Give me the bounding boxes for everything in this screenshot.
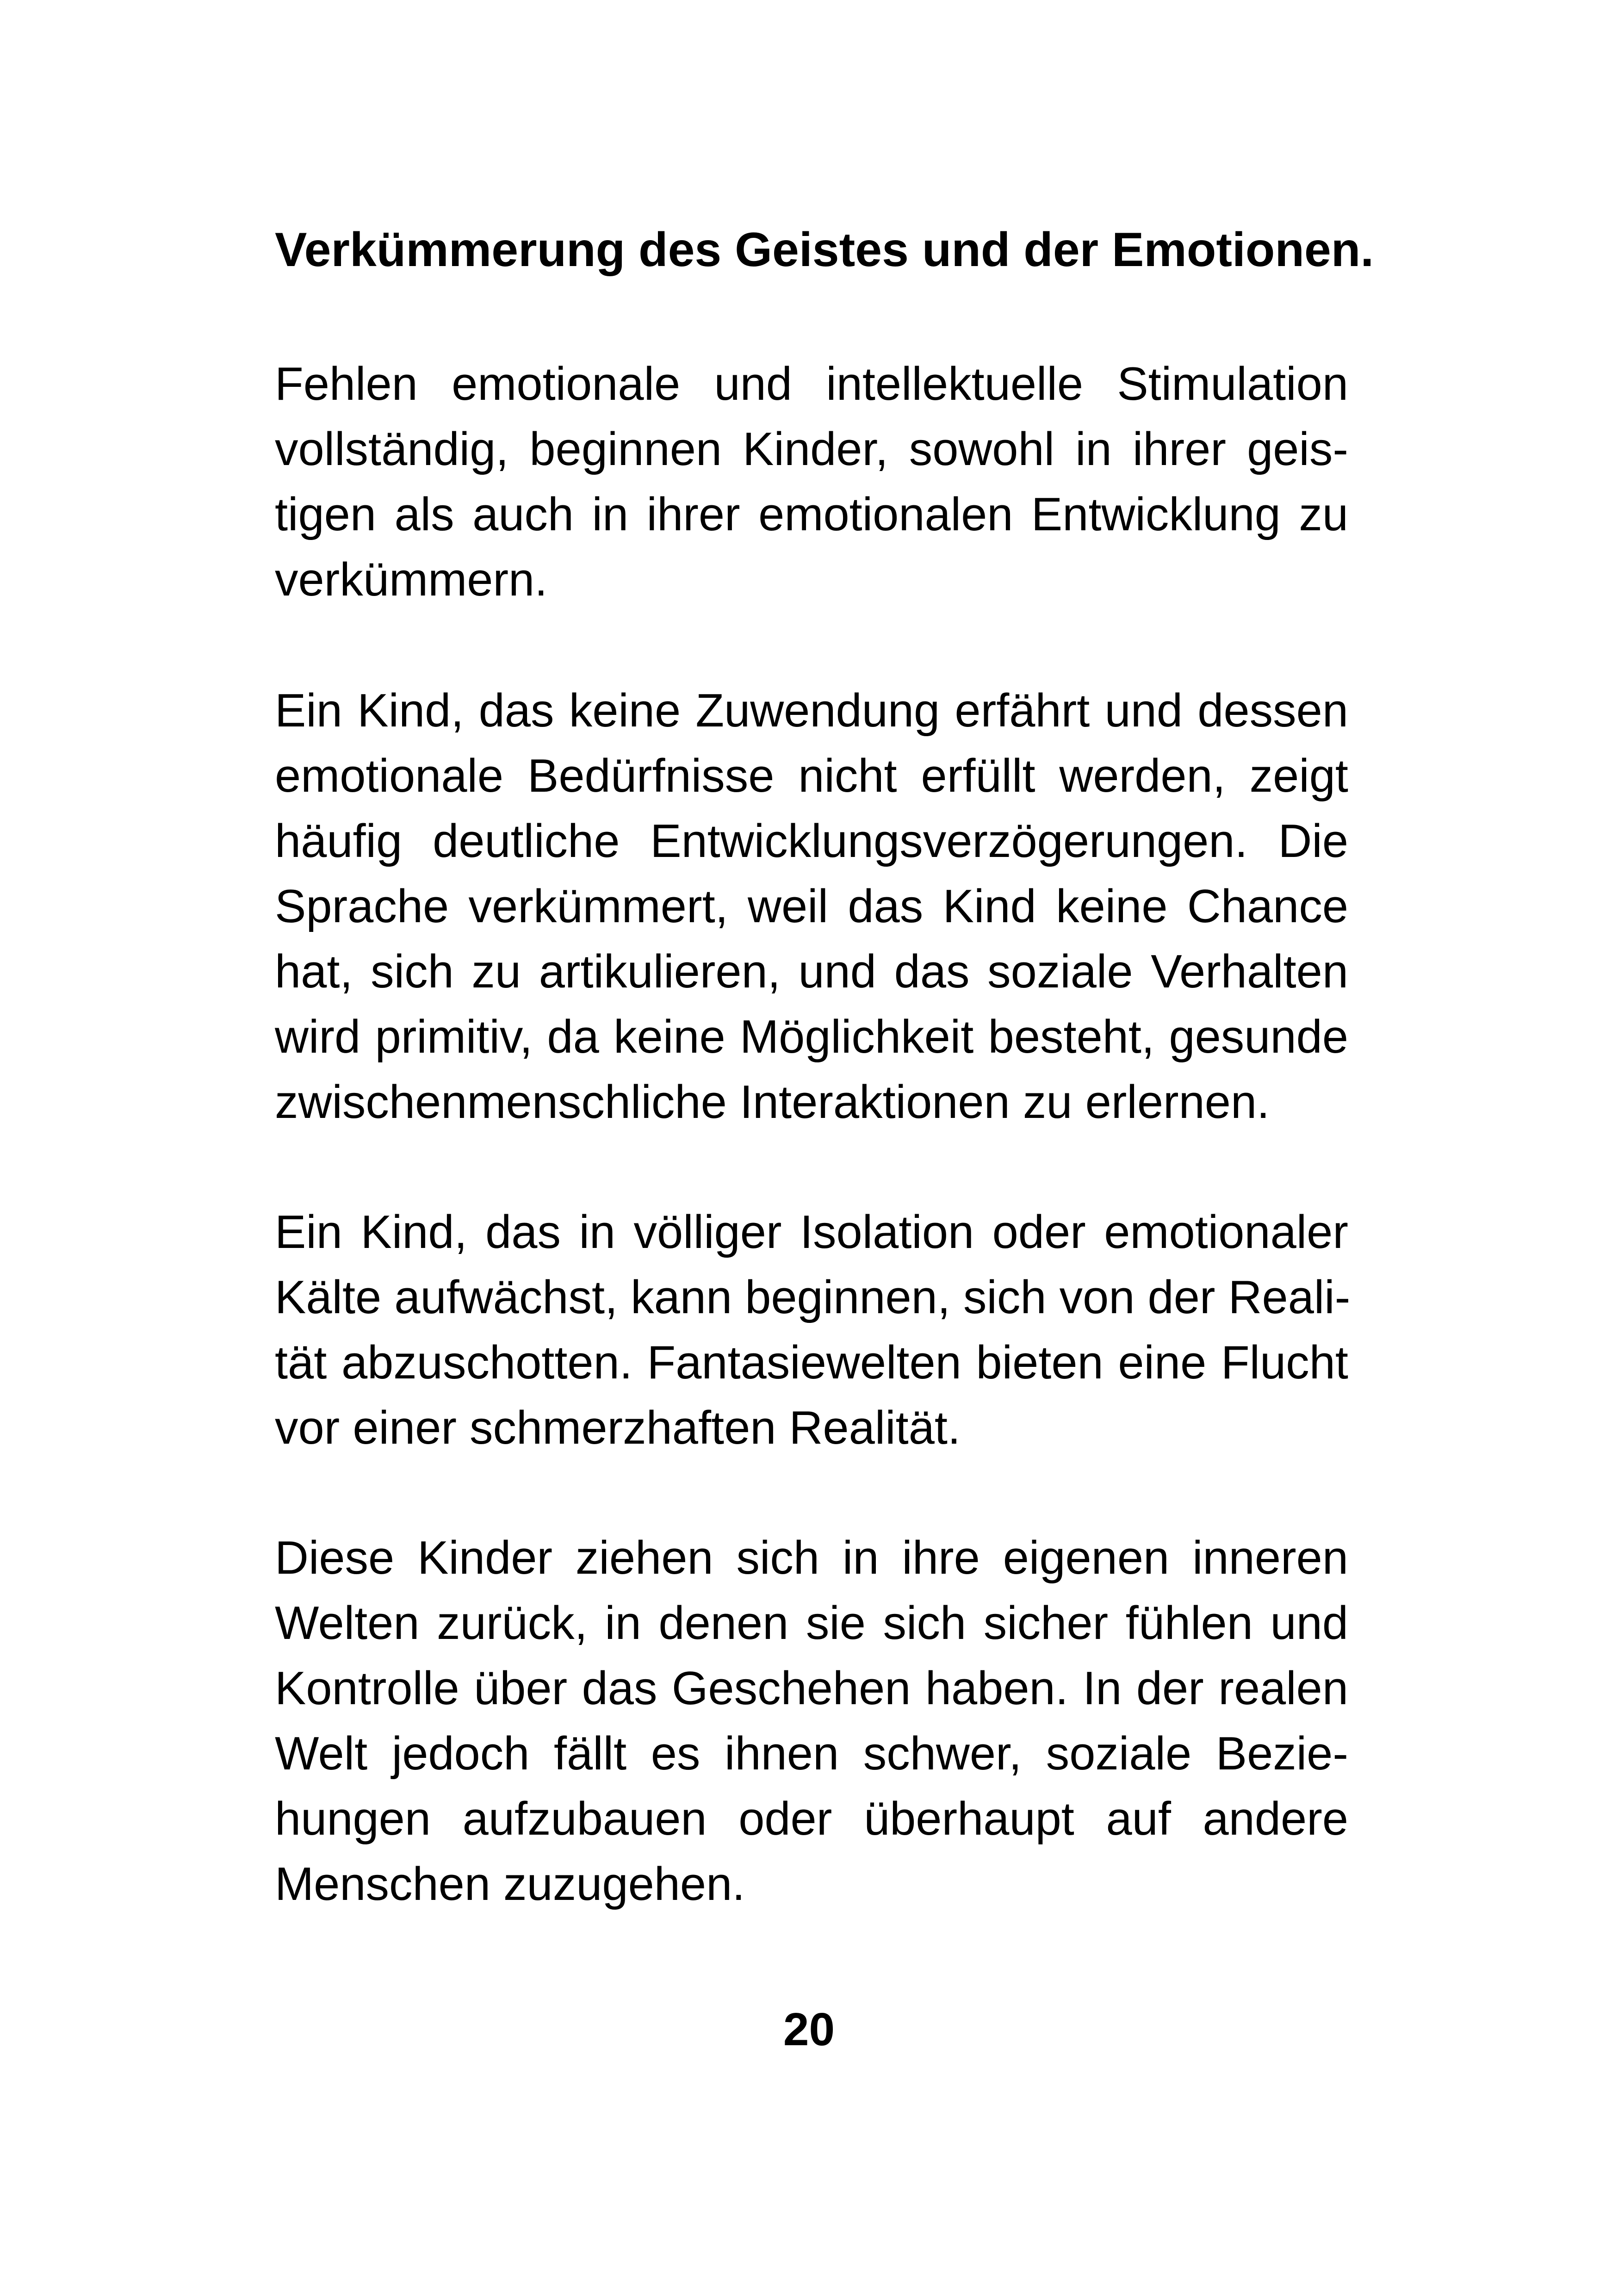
paragraph-line: vollständig, beginnen Kinder, sowohl in ihrer geis-	[275, 423, 1348, 475]
paragraph-line: hungen aufzubauen oder überhaupt auf andere	[275, 1793, 1348, 1845]
paragraph-line: Diese Kinder ziehen sich in ihre eigenen inneren	[275, 1532, 1348, 1584]
paragraph-line: Welten zurück, in denen sie sich sicher fühlen und	[275, 1597, 1348, 1649]
paragraph-line: Ein Kind, das in völliger Isolation oder emotionaler	[275, 1206, 1348, 1258]
paragraph-line: vor einer schmerzhaften Realität.	[275, 1402, 961, 1454]
paragraph-line: Sprache verkümmert, weil das Kind keine Chance	[275, 881, 1348, 932]
paragraph-line: Kälte aufwächst, kann beginnen, sich von der Reali-	[275, 1272, 1351, 1323]
paragraph-line: Menschen zuzugehen.	[275, 1858, 745, 1910]
paragraph-4	[275, 1526, 1348, 1917]
paragraph-line: tät abzuschotten. Fantasiewelten bieten eine Flucht	[275, 1337, 1348, 1389]
paragraph-line: häufig deutliche Entwicklungsverzögerungen. Die	[275, 815, 1348, 867]
paragraph-2	[275, 678, 1348, 1135]
paragraph-line: Welt jedoch fällt es ihnen schwer, soziale Bezie-	[275, 1728, 1348, 1780]
paragraph-line: wird primitiv, da keine Möglichkeit besteht, gesunde	[275, 1011, 1348, 1063]
paragraph-1	[275, 352, 1348, 613]
paragraph-3	[275, 1200, 1351, 1461]
paragraph-line: Ein Kind, das keine Zuwendung erfährt und dessen	[275, 685, 1348, 737]
paragraph-line: Kontrolle über das Geschehen haben. In der realen	[275, 1663, 1348, 1714]
paragraph-line: zwischenmenschliche Interaktionen zu erlernen.	[275, 1076, 1270, 1128]
paragraph-line: hat, sich zu artikulieren, und das soziale Verhalten	[275, 946, 1348, 998]
page-number: 20	[783, 2004, 835, 2055]
paragraph-line: Fehlen emotionale und intellektuelle Stimulation	[275, 358, 1348, 410]
section-heading: Verkümmerung des Geistes und der Emotionen.	[275, 223, 1374, 277]
paragraph-line: verkümmern.	[275, 554, 548, 606]
paragraph-line: tigen als auch in ihrer emotionalen Entwicklung zu	[275, 489, 1348, 540]
paragraph-line: emotionale Bedürfnisse nicht erfüllt werden, zeigt	[275, 750, 1348, 802]
